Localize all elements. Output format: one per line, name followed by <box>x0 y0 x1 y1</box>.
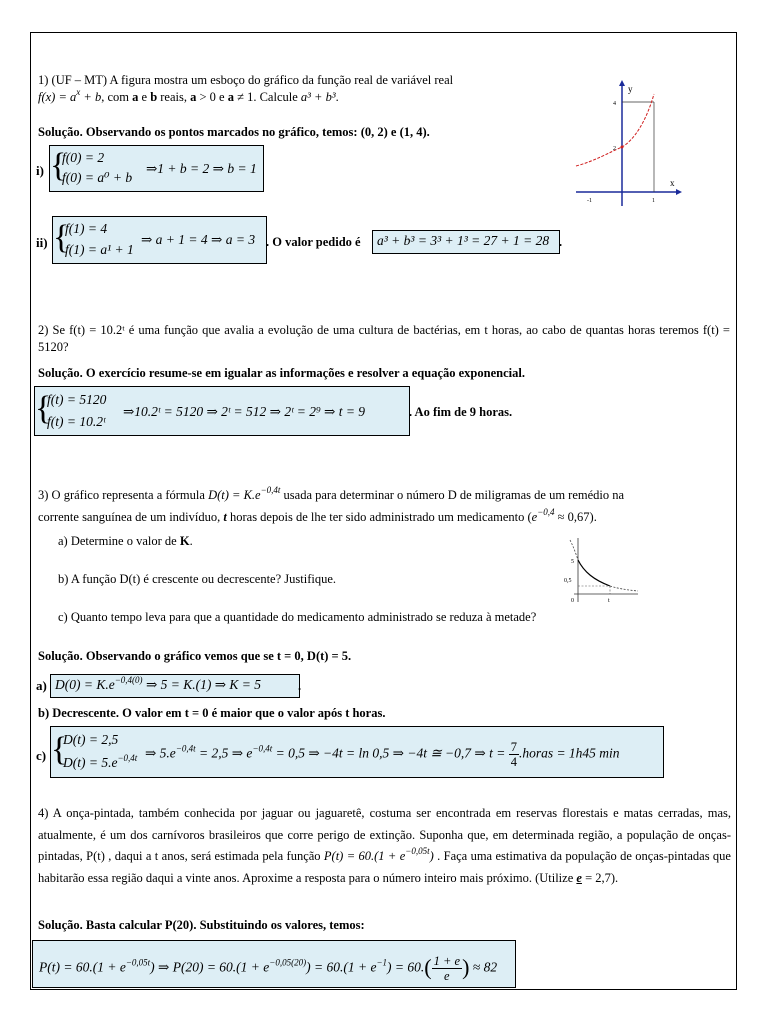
q1-i-line1: f(0) = 2 <box>62 150 105 165</box>
q1-calc: ≠ 1. Calcule <box>233 90 301 104</box>
q3-tick-0: 0 <box>571 598 574 604</box>
brace: { <box>53 219 70 256</box>
q1-ii-line1: f(1) = 4 <box>65 221 108 236</box>
q3-graph <box>560 534 640 606</box>
q4-text2: . Faça uma estimativa da população de onças-pintadas que habitarão essa região daqui a vinte anos. Aproxime a resposta para o número inteiro mais próximo. (Utilize <box>38 849 731 885</box>
brace: { <box>51 731 68 768</box>
q3-a-rest: ⇒ 5 = K.(1) ⇒ K = 5 <box>142 677 262 692</box>
q1-dot: . <box>335 90 339 104</box>
q1-final-box <box>372 230 563 254</box>
q1-a2: a <box>190 90 197 104</box>
q2-result: ⇒10.2ᵗ = 5120 ⇒ 2ᵗ = 512 ⇒ 2ᵗ = 2⁹ ⇒ t = 9 <box>123 404 366 419</box>
q3-formula-exp: −0,4t <box>260 485 281 495</box>
q1-box-i <box>49 145 264 192</box>
q2-solution: Solução. O exercício resume-se em igualar as informações e resolver a equação exponencial. <box>38 366 525 380</box>
q3-curve-tail <box>610 586 638 591</box>
q4-formula-exp: −0,05t <box>405 846 430 856</box>
q3-c-line2-text: D(t) = 5.e <box>63 755 118 770</box>
q3-e-exp: −0,4 <box>537 507 555 517</box>
q4-eq1: P(t) = 60.(1 + e <box>39 959 126 975</box>
q4-frac-den: e <box>444 969 450 983</box>
q4-statement <box>38 803 731 889</box>
q3-text-a1: 3) O gráfico representa a fórmula <box>38 488 209 502</box>
q2-line1: f(t) = 5120 <box>47 392 107 407</box>
q1-label-ii: ii) <box>36 235 48 250</box>
q1-tick-4: 4 <box>613 101 616 107</box>
q3-c-line1: D(t) = 2,5 <box>63 732 119 747</box>
q1-i-line2: f(0) = a⁰ + b <box>62 170 133 185</box>
q1-e: e <box>138 90 151 104</box>
q1-x-label: x <box>670 178 675 188</box>
q3-c-r1-exp: −0,4t <box>175 743 196 754</box>
q3-c-frac-den: 4 <box>510 755 517 769</box>
q1-a: a <box>132 90 139 104</box>
q3-c-line2-exp: −0,4t <box>117 753 138 763</box>
q3-c-result <box>145 740 620 769</box>
q1-box-ii <box>52 216 267 264</box>
q3-c-line2 <box>63 755 137 771</box>
q1-label-i: i) <box>36 163 44 178</box>
q3-item-a-k: K <box>179 534 190 548</box>
q4-eq2-exp: −0,05(20) <box>269 957 307 968</box>
q1-ii-line2: f(1) = a¹ + 1 <box>65 242 134 257</box>
q4-fraction <box>432 954 462 983</box>
q4-eq5: ≈ 82 <box>469 959 498 975</box>
q1-y-arrow <box>619 80 625 86</box>
q3-c-r2-exp: −0,4t <box>252 743 273 754</box>
q3-solution: Solução. Observando o gráfico vemos que se t = 0, D(t) = 5. <box>38 649 352 663</box>
q3-box-a <box>50 674 300 698</box>
q1-statement: 1) (UF – MT) A figura mostra um esboço do gráfico da função real de variável real $f(x) = a^x + b$, com a e b reais, a > 0 e a ≠ 1. Calcule a³ + b³. <box>38 73 454 104</box>
q2-box <box>34 386 410 436</box>
q4-eq1-exp: −0,05t <box>125 957 151 968</box>
brace: { <box>50 147 67 184</box>
q1-ii-text: . O valor pedido é <box>266 235 361 249</box>
q1-function-b: + b <box>80 90 102 104</box>
q3-c-r2: = 2,5 ⇒ e <box>195 745 253 761</box>
q1-tick-neg1: -1 <box>587 198 592 204</box>
q4-box <box>32 940 516 988</box>
q3-item-b: b) A função D(t) é crescente ou decrescente? Justifique. <box>58 572 337 586</box>
q3-text-b3: horas depois de lhe ter sido administrado um medicamento ( <box>226 510 532 524</box>
q3-text-a3: usada para determinar o número D de miligramas de um remédio na <box>280 488 625 502</box>
q4-text1: 4) A onça-pintada, também conhecida por jaguar ou jaguaretê, costuma ser encontrada em reservas florestais e matas cerradas, mas, atualmente, é um dos carnívoros brasileiros que corre perigo de extinção. Suponha que, em determinada região, a população de onças-pintadas, P(t) , daqui a t anos, será estimada pela função <box>38 806 731 863</box>
q2-line2: f(t) = 10.2ᵗ <box>47 414 106 429</box>
q1-end-dot: . <box>559 235 563 249</box>
q3-a-exp: −0,4(0) <box>114 675 143 685</box>
q4-solution: Solução. Basta calcular P(20). Substituindo os valores, temos: <box>38 918 365 932</box>
q3-tick-t: t <box>608 598 610 604</box>
q1-target: a³ + b³ <box>300 90 336 104</box>
q3-statement <box>38 484 731 528</box>
q1-x-arrow <box>676 189 682 195</box>
q3-label-c: c) <box>36 748 47 763</box>
q1-function: f(x) = a <box>38 90 77 104</box>
q3-t: t <box>223 510 227 524</box>
q4-equation: $P(t) = 60.(1 + e^{-0,05t})$ ⇒ $P(20) = 60.(1 + e^{-0,05(20)}) = 60.(1 + e^{-1}) = 60$.( $\frac{1 + e}{e}$ ) ≈ 82 <box>39 954 498 983</box>
q3-approx: ≈ 0,67 <box>554 510 590 524</box>
q1-a3: a <box>227 90 234 104</box>
q4-eq3: ) = 60.(1 + e <box>306 959 377 975</box>
q3-formula: D(t) = K.e <box>208 488 261 502</box>
q1-i-result: ⇒1 + b = 2 ⇒ b = 1 <box>146 161 257 176</box>
q3-item-a <box>58 533 193 550</box>
q3-tick-05: 0,5 <box>564 578 572 584</box>
q2-end: . Ao fim de 9 horas. <box>409 405 513 419</box>
q1-reais: reais, <box>157 90 191 104</box>
q3-curve <box>578 560 610 586</box>
q3-box-c <box>50 726 664 778</box>
q1-tick-1: 1 <box>652 198 655 204</box>
q4-eq2: ) ⇒ P(20) = 60.(1 + e <box>150 959 270 975</box>
q4-formula: P(t) = 60.(1 + e <box>323 849 406 863</box>
q1-point-0-2 <box>621 146 624 149</box>
q2-statement: 2) Se f(t) = 10.2ᵗ é uma função que avalia a evolução de uma cultura de bactérias, em t horas, ao cabo de quantas horas teremos f(t) = 5120? <box>38 323 730 354</box>
q4-eq4: ) = 60. <box>387 959 425 975</box>
q4-frac-num: 1 + e <box>433 954 461 968</box>
q4-e: e <box>576 870 582 885</box>
q3-c-fraction <box>509 740 519 769</box>
q1-tick-2: 2 <box>613 146 616 152</box>
q3-a-eq <box>55 677 261 693</box>
q1-graph <box>570 76 690 211</box>
q4-text3: = 2,7). <box>581 870 619 885</box>
q3-a-eq-text: D(0) = K.e <box>55 677 115 692</box>
q3-item-a-text: a) Determine o valor de <box>58 534 180 548</box>
q3-b-answer: b) Decrescente. O valor em t = 0 é maior que o valor após t horas. <box>38 706 386 720</box>
q3-paren: ). <box>589 510 597 524</box>
q3-c-r4: .horas = 1h45 min <box>518 745 620 761</box>
q3-c-r1: ⇒ 5.e <box>145 745 176 761</box>
q3-item-a-dot: . <box>189 534 193 548</box>
q1-solution: Solução. Observando os pontos marcados no gráfico, temos: (0, 2) e (1, 4). <box>38 125 430 139</box>
q1-ii-result: ⇒ a + 1 = 4 ⇒ a = 3 <box>141 232 256 247</box>
q3-tick-5: 5 <box>571 559 574 565</box>
brace: { <box>35 390 52 427</box>
q3-text-b1: corrente sanguínea de um indivíduo, <box>38 510 224 524</box>
q3-c-r3: = 0,5 ⇒ −4t = ln 0,5 ⇒ −4t ≅ −0,7 ⇒ t = <box>272 745 509 761</box>
q1-text-line1: 1) (UF – MT) A figura mostra um esboço do gráfico da função real de variável real <box>38 73 454 87</box>
q1-gt: > 0 e <box>196 90 228 104</box>
q1-b: b <box>150 90 158 104</box>
q1-final-answer: a³ + b³ = 3³ + 1³ = 27 + 1 = 28 <box>377 233 550 248</box>
q4-eq3-exp: −1 <box>376 957 388 968</box>
q4-formula-end: ) <box>429 849 434 863</box>
q3-e: e <box>531 510 538 524</box>
q3-a-end: . <box>298 679 302 693</box>
q3-label-a: a) <box>36 678 47 693</box>
q1-text-com: , com <box>101 90 133 104</box>
q3-curve-dashed <box>570 540 578 560</box>
q3-c-frac-num: 7 <box>510 740 517 754</box>
q1-y-label: y <box>628 84 633 94</box>
q3-item-c: c) Quanto tempo leva para que a quantidade do medicamento administrado se reduza à metade? <box>58 610 537 624</box>
